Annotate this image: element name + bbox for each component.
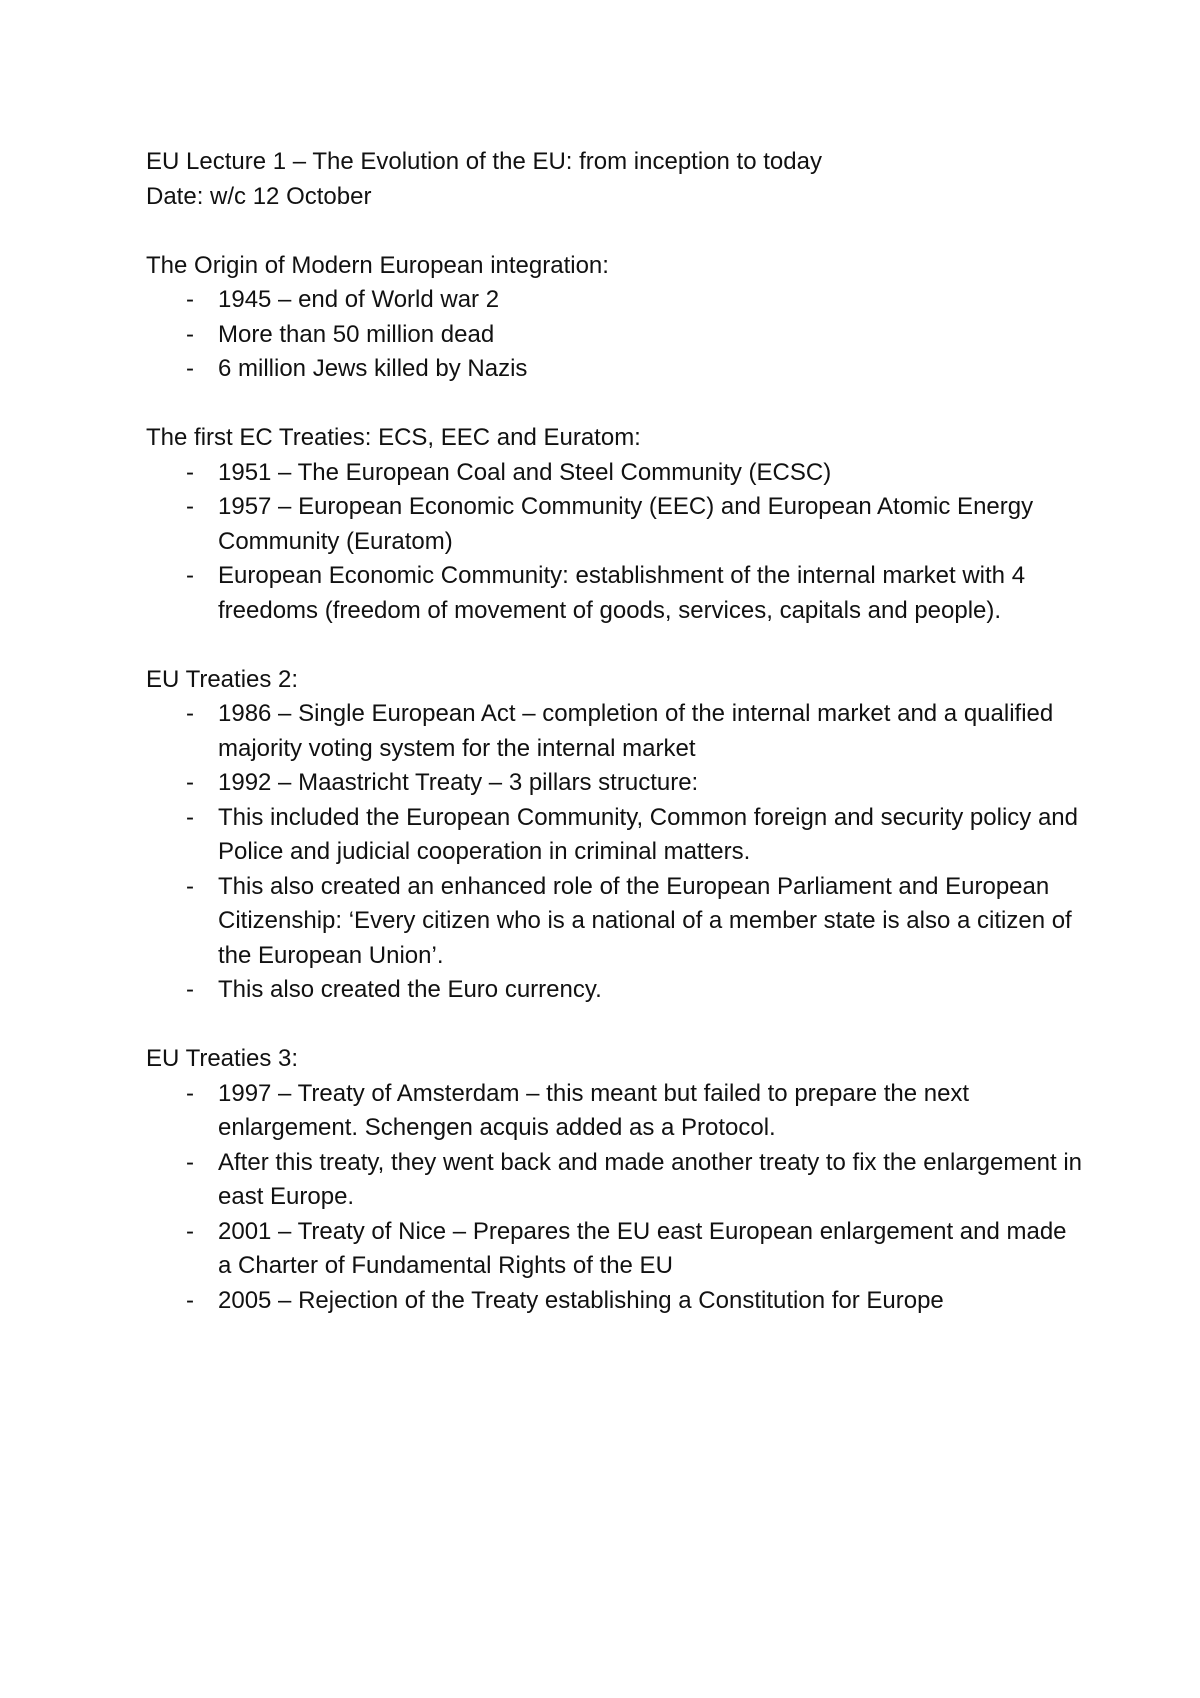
list-item bbox=[146, 559, 1086, 628]
bullet-dash: - bbox=[186, 458, 194, 486]
list-item-text: This also created an enhanced role of the European Parliament and European Citizenship: ‘Every citizen who is a national of a member state is also a citizen of the European Union’. bbox=[218, 872, 1072, 969]
bullet-list bbox=[146, 697, 1086, 1008]
bullet-dash: - bbox=[186, 355, 194, 382]
list-item bbox=[146, 801, 1086, 870]
bullet-dash: - bbox=[186, 769, 194, 796]
list-item bbox=[146, 1215, 1086, 1284]
bullet-list bbox=[146, 1077, 1086, 1319]
section bbox=[146, 421, 1086, 628]
list-item-text: After this treaty, they went back and made another treaty to fix the enlargement in east Europe. bbox=[218, 1148, 1083, 1210]
section bbox=[146, 663, 1086, 1008]
list-item bbox=[146, 456, 1086, 491]
bullet-dash: - bbox=[186, 872, 194, 900]
bullet-dash: - bbox=[186, 286, 194, 313]
section-heading: The first EC Treaties: ECS, EEC and Euratom: bbox=[146, 424, 641, 451]
list-item-text: 2005 – Rejection of the Treaty establishing a Constitution for Europe bbox=[218, 1286, 944, 1314]
list-item-text: More than 50 million dead bbox=[218, 320, 495, 348]
list-item-text: 1957 – European Economic Community (EEC) and European Atomic Energy Community (Euratom) bbox=[218, 493, 1034, 555]
document-page bbox=[146, 145, 1086, 1318]
list-item-text: 2001 – Treaty of Nice – Prepares the EU east European enlargement and made a Charter of Fundamental Rights of the EU bbox=[218, 1217, 1067, 1279]
bullet-list bbox=[146, 283, 1086, 387]
list-item bbox=[146, 697, 1086, 766]
bullet-dash: - bbox=[186, 562, 194, 589]
list-item-text: 6 million Jews killed by Nazis bbox=[218, 355, 528, 382]
section-heading: EU Treaties 3: bbox=[146, 1045, 299, 1072]
list-item-text: This included the European Community, Common foreign and security policy and Police and judicial cooperation in criminal matters. bbox=[218, 803, 1078, 865]
section-heading: EU Treaties 2: bbox=[146, 665, 299, 693]
list-item bbox=[146, 766, 1086, 801]
bullet-dash: - bbox=[186, 1079, 194, 1107]
list-item bbox=[146, 870, 1086, 974]
bullet-dash: - bbox=[186, 320, 194, 348]
list-item bbox=[146, 352, 1086, 387]
list-item-text: European Economic Community: establishment of the internal market with 4 freedoms (freedom of movement of goods, services, capitals and people). bbox=[218, 562, 1026, 624]
section bbox=[146, 1042, 1086, 1318]
bullet-dash: - bbox=[186, 1148, 194, 1176]
document-date: Date: w/c 12 October bbox=[146, 182, 372, 210]
list-item bbox=[146, 490, 1086, 559]
list-item-text: 1986 – Single European Act – completion of the internal market and a qualified majority voting system for the internal market bbox=[218, 700, 1054, 762]
bullet-dash: - bbox=[186, 803, 194, 831]
list-item bbox=[146, 283, 1086, 318]
list-item bbox=[146, 973, 1086, 1008]
list-item bbox=[146, 1077, 1086, 1146]
bullet-dash: - bbox=[186, 1286, 194, 1314]
list-item-text: 1945 – end of World war 2 bbox=[218, 286, 500, 313]
bullet-dash: - bbox=[186, 1217, 194, 1245]
bullet-dash: - bbox=[186, 493, 194, 520]
bullet-list bbox=[146, 456, 1086, 629]
list-item-text: 1951 – The European Coal and Steel Community (ECSC) bbox=[218, 458, 832, 486]
section bbox=[146, 249, 1086, 387]
bullet-dash: - bbox=[186, 700, 194, 727]
section-heading: The Origin of Modern European integration: bbox=[146, 251, 609, 279]
list-item-text: 1992 – Maastricht Treaty – 3 pillars structure: bbox=[218, 769, 699, 796]
list-item bbox=[146, 1146, 1086, 1215]
document-title: EU Lecture 1 – The Evolution of the EU: from inception to today bbox=[146, 148, 822, 175]
list-item-text: This also created the Euro currency. bbox=[218, 976, 602, 1003]
bullet-dash: - bbox=[186, 976, 194, 1003]
document-body bbox=[146, 249, 1086, 1319]
list-item-text: 1997 – Treaty of Amsterdam – this meant but failed to prepare the next enlargement. Schengen acquis added as a Protocol. bbox=[218, 1079, 970, 1141]
list-item bbox=[146, 318, 1086, 353]
list-item bbox=[146, 1284, 1086, 1319]
